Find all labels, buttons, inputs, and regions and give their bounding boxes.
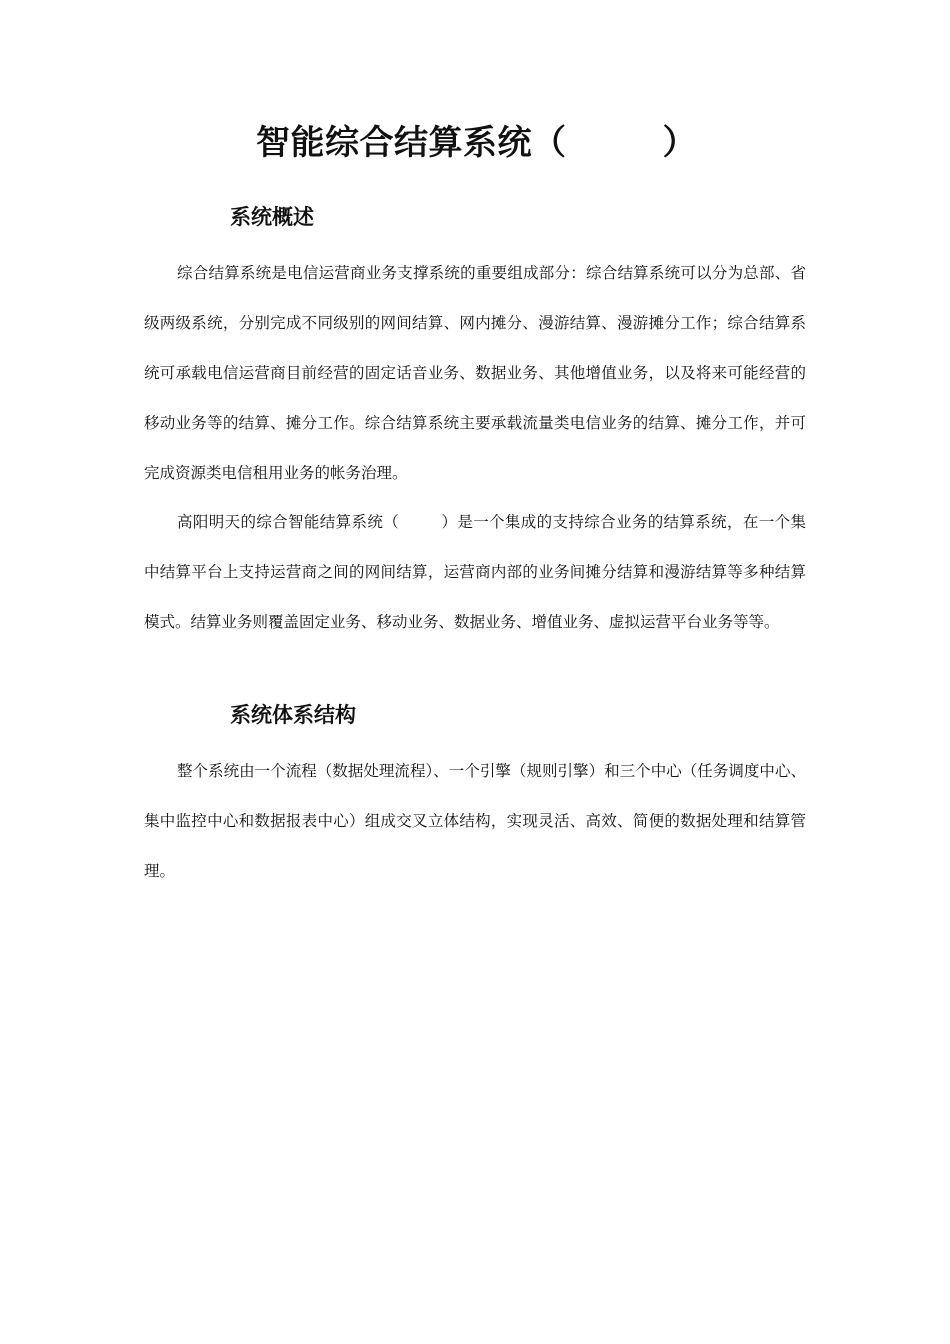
document-title-main: 智能综合结算系统（ [256, 123, 567, 163]
overview-paragraph-2-after: ）是一个集成的支持综合业务的结算系统，在一个集中结算平台上支持运营商之间的网间结算，运营商内部的业务间摊分结算和漫游结算等多种结算模式。结算业务则覆盖固定业务、移动业务、数据业务、增值业务、虚拟运营平台业务等等。 [144, 513, 806, 631]
section-heading-overview: 系统概述 [230, 205, 314, 229]
document-title-close: ） [662, 123, 697, 163]
architecture-paragraph-1: 整个系统由一个流程（数据处理流程）、一个引擎（规则引擎）和三个中心（任务调度中心、集中监控中心和数据报表中心）组成交叉立体结构，实现灵活、高效、简便的数据处理和结算管理。 [144, 762, 806, 880]
overview-paragraph-2-before: 高阳明天的综合智能结算系统（ [177, 513, 400, 531]
document-title [256, 118, 697, 168]
section-heading-architecture: 系统体系结构 [230, 703, 356, 727]
overview-paragraph-2 [144, 497, 806, 647]
overview-paragraph-1: 综合结算系统是电信运营商业务支撑系统的重要组成部分：综合结算系统可以分为总部、省级两级系统，分别完成不同级别的网间结算、网内摊分、漫游结算、漫游摊分工作；综合结算系统可承载电信运营商目前经营的固定话音业务、数据业务、其他增值业务，以及将来可能经营的移动业务等的结算、摊分工作。综合结算系统主要承载流量类电信业务的结算、摊分工作，并可完成资源类电信租用业务的帐务治理。 [144, 264, 806, 482]
